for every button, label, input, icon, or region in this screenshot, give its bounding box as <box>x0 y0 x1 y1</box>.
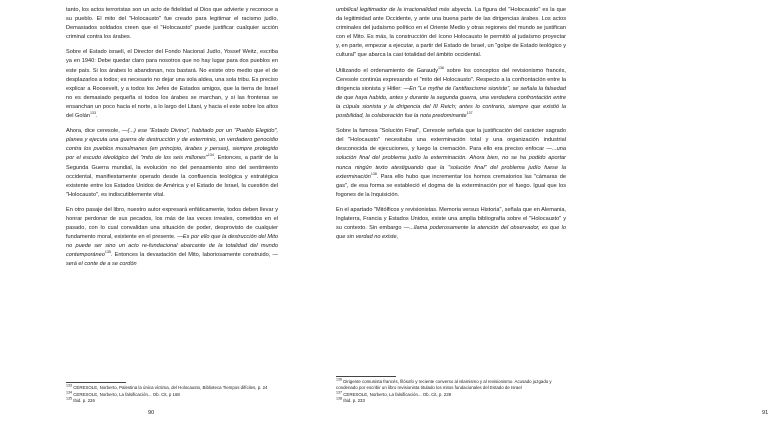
footnote-text: CERESOLE, Norberto, La falsificación... Ob. Cit, p 168 <box>72 391 180 397</box>
footnote-ref[interactable]: 134 <box>207 153 214 158</box>
footnote-text: CERESOLE, Norberto, La falsificación... Ob. Cit, p. 228 <box>342 391 452 397</box>
paragraph <box>336 127 566 200</box>
quoted-text: —Es por ello que la destrucción del Mito no puede ser sino un acto re-fundacional abarcante de la totalidad del mundo contemporáneo <box>66 234 278 259</box>
left-page <box>0 0 300 424</box>
footnote-ref[interactable]: 138 <box>370 171 377 176</box>
right-page <box>300 0 768 424</box>
body-text: . Para ello hubo que incrementar los hornos crematorios las "cámaras de gas", de esa forma se estableció el dogma de la exterminación por el fuego. Igual que los fogones de la Inquisición. <box>336 173 566 198</box>
footnote-text: CERESOLE, Norberto, Palestina la única víctima, del Holocausto, Biblioteca Tiempos difíciles, p. 24 <box>72 385 268 391</box>
quoted-text: —En "Le mythe de l'antifascisme sioniste", se señala la falsedad de que haya habido, antes y durante la segunda guerra, una verdadera confrontación entre la cúpula sionista y la dirigencia del III Reich; antes lo contrario, siempre que existió la posibilidad, la colaboración fue la nota predominante <box>336 85 567 120</box>
body-text: Utilizando el ordenamiento de Garaudy <box>336 67 439 74</box>
body-text: . La figura del "Holocausto" es la que da legitimidad ante Occidente, y ante una buena parte de las dirigencias árabes. Los actos criminales del judaísmo político en el Oriente Medio y otras regiones del mundo se justifican con el Mito. Es más, la construcción del ícono Holocausto le permitió al judaísmo proyectar y, en parte, empezar a ejecutar, a partir del Estado de Israel, un "golpe de Estado teológico y cultural" que abarca la casi totalidad del ámbito occidental. <box>336 7 566 59</box>
footnote-number: 138 <box>336 396 342 401</box>
footnote <box>66 398 278 404</box>
page-number-left: 90 <box>148 410 155 416</box>
footnote <box>336 398 566 404</box>
body-text: Ahora, dice ceresole, <box>66 128 122 135</box>
body-text: En otro pasaje del libro, nuestro autor expresará enfáticamente, todos deben llevar y honrar perdonar de sus pecados, los más de las veces irreales, cometidos en el pasado, con lo cual convalidan una situación de poder, desprovisto de cualquier fundamento moral, existente en el presente. <box>66 206 278 241</box>
paragraph <box>336 67 566 122</box>
left-page-body <box>66 6 278 270</box>
footnote-text: Ibid. p. 226 <box>72 397 95 403</box>
quoted-text: —...una solución final del problema judío la exterminación. Ahora bien, no se ha podido aportar nunca ningún texto atestiguando que la "solución final" del problema judío fuese la exterminación <box>336 146 566 180</box>
paragraph <box>66 127 278 200</box>
footnote-number: 134 <box>66 390 72 395</box>
paragraph <box>66 206 278 270</box>
footnote-ref[interactable]: 133 <box>89 111 96 116</box>
body-text: Sobre el Estado israelí, el Director del Fondo Nacional Judío, Yossef Weitz, escriba ya en 1940: Debe quedar claro para nosotros que no hay lugar para dos pueblos en este país. Si los árabes lo abandonan, nos bastará. No existe otro medio que el de desplazarlos a todos; es necesario no dejar una sola aldea, una sola tribu. Es preciso explicar a Roosevelt, y a todos los Jefes de Estados amigos, que la tierra de Israel no es demasiado pequeña si todos los árabes se marchan, y si las fronteras se ensanchan un poco hacia el norte, a lo largo del Litani, y hacia el este sobre los altos del Golán <box>66 49 278 120</box>
body-text: Sobre la famosa "Solución Final", Ceresole señala que la justificación del carácter sagrado del "Holocausto" necesitaba una exterminación total y una organización industrial desconocida de ejecuciones, y luego la cremación. Para ello era preciso enfocar <box>336 128 566 153</box>
right-footnotes <box>336 376 566 404</box>
footnote-number: 137 <box>336 390 342 395</box>
body-text: En el apartado "Mitólficos y revisionistas. Memoria versus Historia", señala que en Alemania, Inglaterra, Francia y Estados Unidos, existe una amplia bibliografía sobre el "Holocausto" y su contexto. Sin embargo <box>336 206 566 232</box>
footnote <box>336 379 566 391</box>
footnote-rule <box>336 376 396 377</box>
paragraph <box>336 206 566 242</box>
quoted-text: umbilical legitimador de la irracionalidad más abyecta <box>336 7 472 13</box>
quoted-text: —será el conte de a se cordón <box>66 252 278 268</box>
paragraph <box>336 6 566 61</box>
body-text: tanto, los actos terroristas son un acto de fidelidad al Dios que advierte y reconoce a su pueblo. El mito del "Holocausto" fue creado para legitimar el racismo judío. Demasiados soldados creen que el "Holocausto" puede justificar cualquier acción criminal contra los árabes. <box>66 7 278 41</box>
quoted-text: —(...) ese "Estado Divino", habitado por un "Pueblo Elegido", planea y ejecuta una guerra de destrucción y de exterminio, un verdadero genocidio contra los pueblos musulmanes (en principio, árabes y persas), siempre protegido por el escudo ideológico del "mito de los seis millones" <box>66 128 278 162</box>
quoted-text: —...llama poderosamente la atención del observador, es que lo que sin verdad no existe, <box>336 225 566 241</box>
left-footnotes <box>66 382 278 404</box>
body-text: . Entonces, a partir de la Segunda Guerra mundial, la evolución no del pensamiento sino del sentimiento occidental, manifiestamente operado desde la confluencia teológica y estratégica existente entre los Estados Unidos de América y el Estado de Israel, la cuestión del "Holocausto", es indiscutiblemente vital. <box>66 155 278 198</box>
body-text: sobre los conceptos del revisionismo francés, Ceresole continúa expresando el "mito del Holocausto". Respecto a la confrontación entre la dirigencia sionista y Hitler: <box>336 67 566 92</box>
paragraph <box>66 48 278 121</box>
footnote-text: Dirigente comunista francés, filósofo y reciente converso al islamismo y al revisionismo. Acusado juzgado y condenado por escribir un libro revisionista titulado los mitos fundacionales del Estado de Israel <box>336 379 552 391</box>
paragraph <box>66 6 278 42</box>
footnote-ref[interactable]: 135 <box>104 250 111 255</box>
footnote-text: Ibid. p. 233 <box>342 397 365 403</box>
footnote-number: 133 <box>66 383 72 388</box>
footnote-rule <box>66 382 126 383</box>
body-text: . <box>95 113 98 120</box>
footnote-ref[interactable]: 136 <box>438 65 445 70</box>
footnote-ref[interactable]: 137 <box>466 111 473 116</box>
body-text: . Entonces la devastación del Mito, laboriosamente construido, <box>110 252 273 259</box>
right-page-body <box>336 6 566 242</box>
footnote-number: 135 <box>66 396 72 401</box>
footnote-number: 136 <box>336 377 342 382</box>
page-number-right: 91 <box>762 410 768 416</box>
